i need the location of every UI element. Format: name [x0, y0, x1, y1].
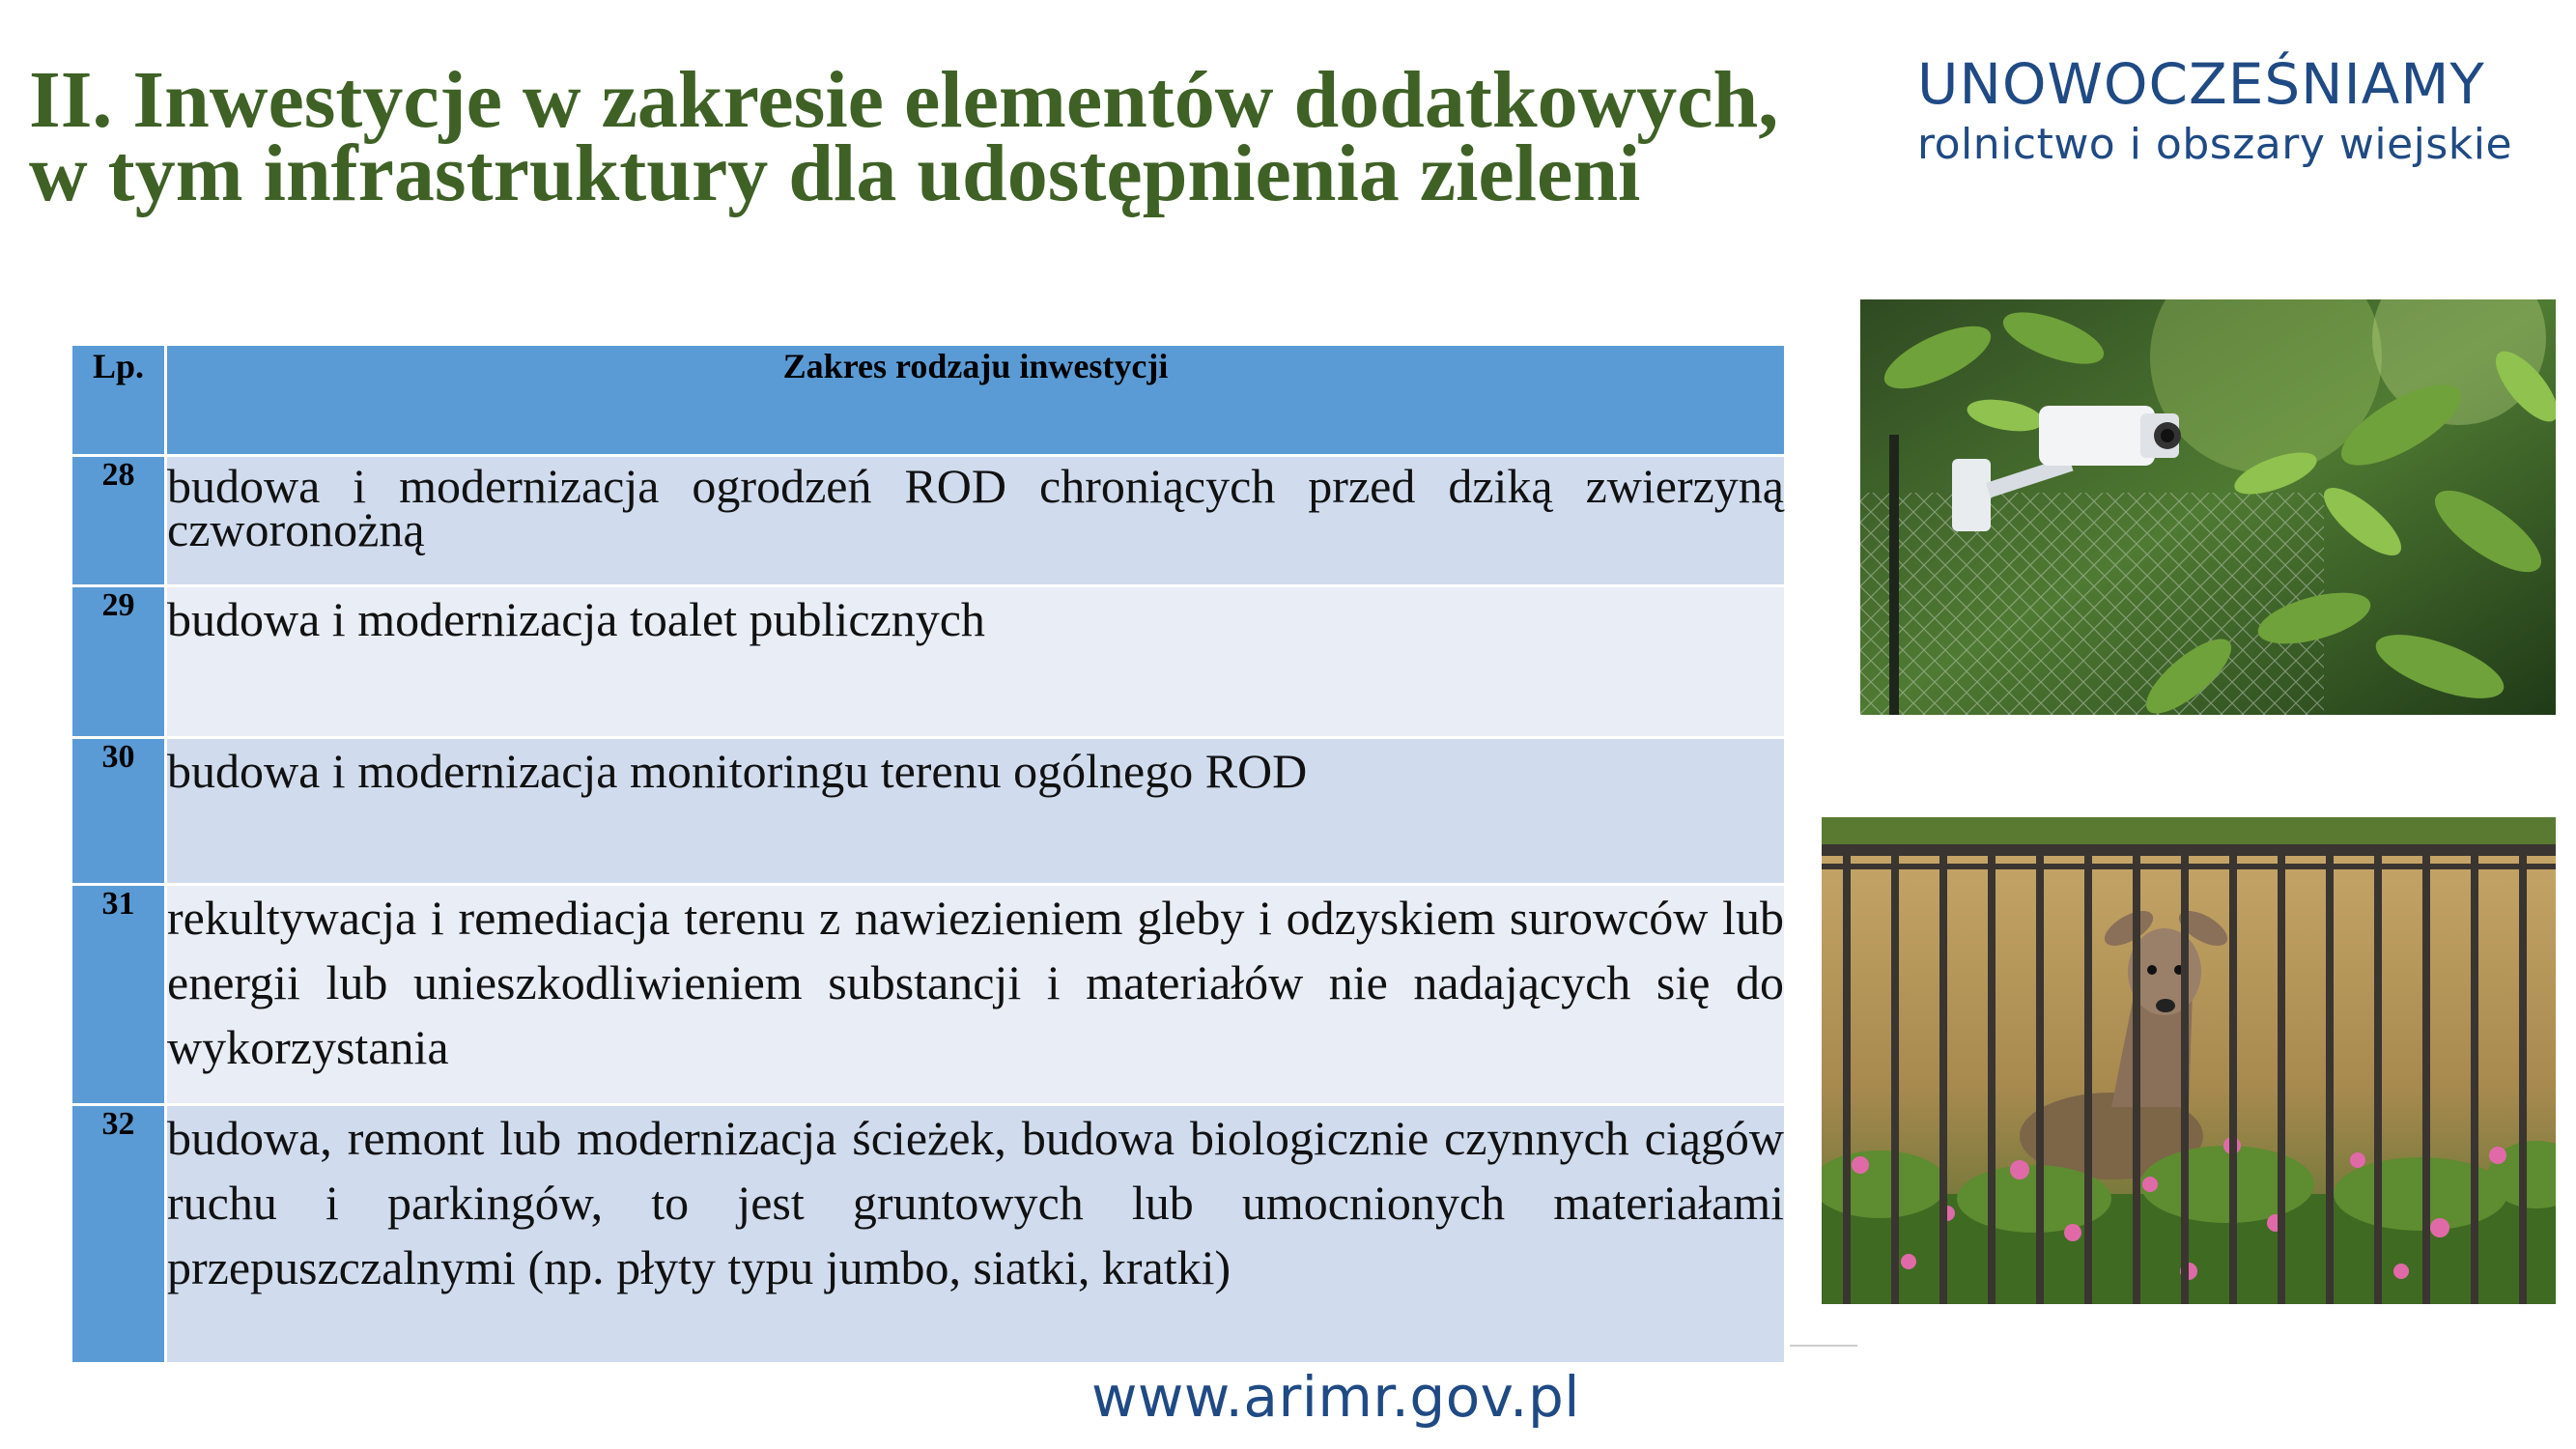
row-text: budowa i modernizacja toalet publicznych — [166, 586, 1786, 738]
header-range: Zakres rodzaju inwestycji — [166, 346, 1786, 456]
row-text: budowa i modernizacja monitoringu terenu ogólnego ROD — [166, 738, 1786, 885]
row-text: budowa i modernizacja ogrodzeń ROD chroniących przed dziką zwierzyną czworonożną — [166, 456, 1786, 586]
title-line-1: II. Inwestycje w zakresie elementów dodatkowych, — [29, 55, 1779, 145]
investment-table — [72, 346, 1787, 1365]
deer-fence-image — [1822, 817, 2556, 1304]
brand-line-1: UNOWOCZEŚNIAMY — [1917, 51, 2485, 117]
row-number: 30 — [72, 738, 166, 885]
table-row — [72, 586, 1786, 738]
brand-logo — [1917, 50, 2516, 172]
row-text: rekultywacja i remediacja terenu z nawiezieniem gleby i odzyskiem surowców lub energii lub unieszkodliwieniem substancji i materiałów nie nadających się do wykorzystania — [166, 885, 1786, 1105]
table-row — [72, 738, 1786, 885]
title-line-2: w tym infrastruktury dla udostępnienia zieleni — [29, 128, 1641, 218]
row-number: 28 — [72, 456, 166, 586]
slide-title — [29, 55, 1912, 218]
table-header-row — [72, 346, 1786, 456]
footer-url[interactable]: www.arimr.gov.pl — [1091, 1364, 1580, 1430]
table-row — [72, 885, 1786, 1105]
security-camera-photo — [1860, 299, 2556, 715]
table-row — [72, 1105, 1786, 1364]
row-text: budowa, remont lub modernizacja ścieżek, budowa biologicznie czynnych ciągów ruchu i parkingów, to jest gruntowych lub umocnionych materiałami przepuszczalnymi (np. płyty typu jumbo, siatki, kratki) — [166, 1105, 1786, 1364]
header-lp: Lp. — [72, 346, 166, 456]
security-camera-image — [1860, 299, 2556, 715]
table-row — [72, 456, 1786, 586]
row-number: 31 — [72, 885, 166, 1105]
divider-line — [1790, 1345, 1857, 1347]
row-number: 32 — [72, 1105, 166, 1364]
row-number: 29 — [72, 586, 166, 738]
deer-behind-fence-photo — [1822, 817, 2556, 1304]
brand-line-2: rolnictwo i obszary wiejskie — [1917, 120, 2513, 169]
